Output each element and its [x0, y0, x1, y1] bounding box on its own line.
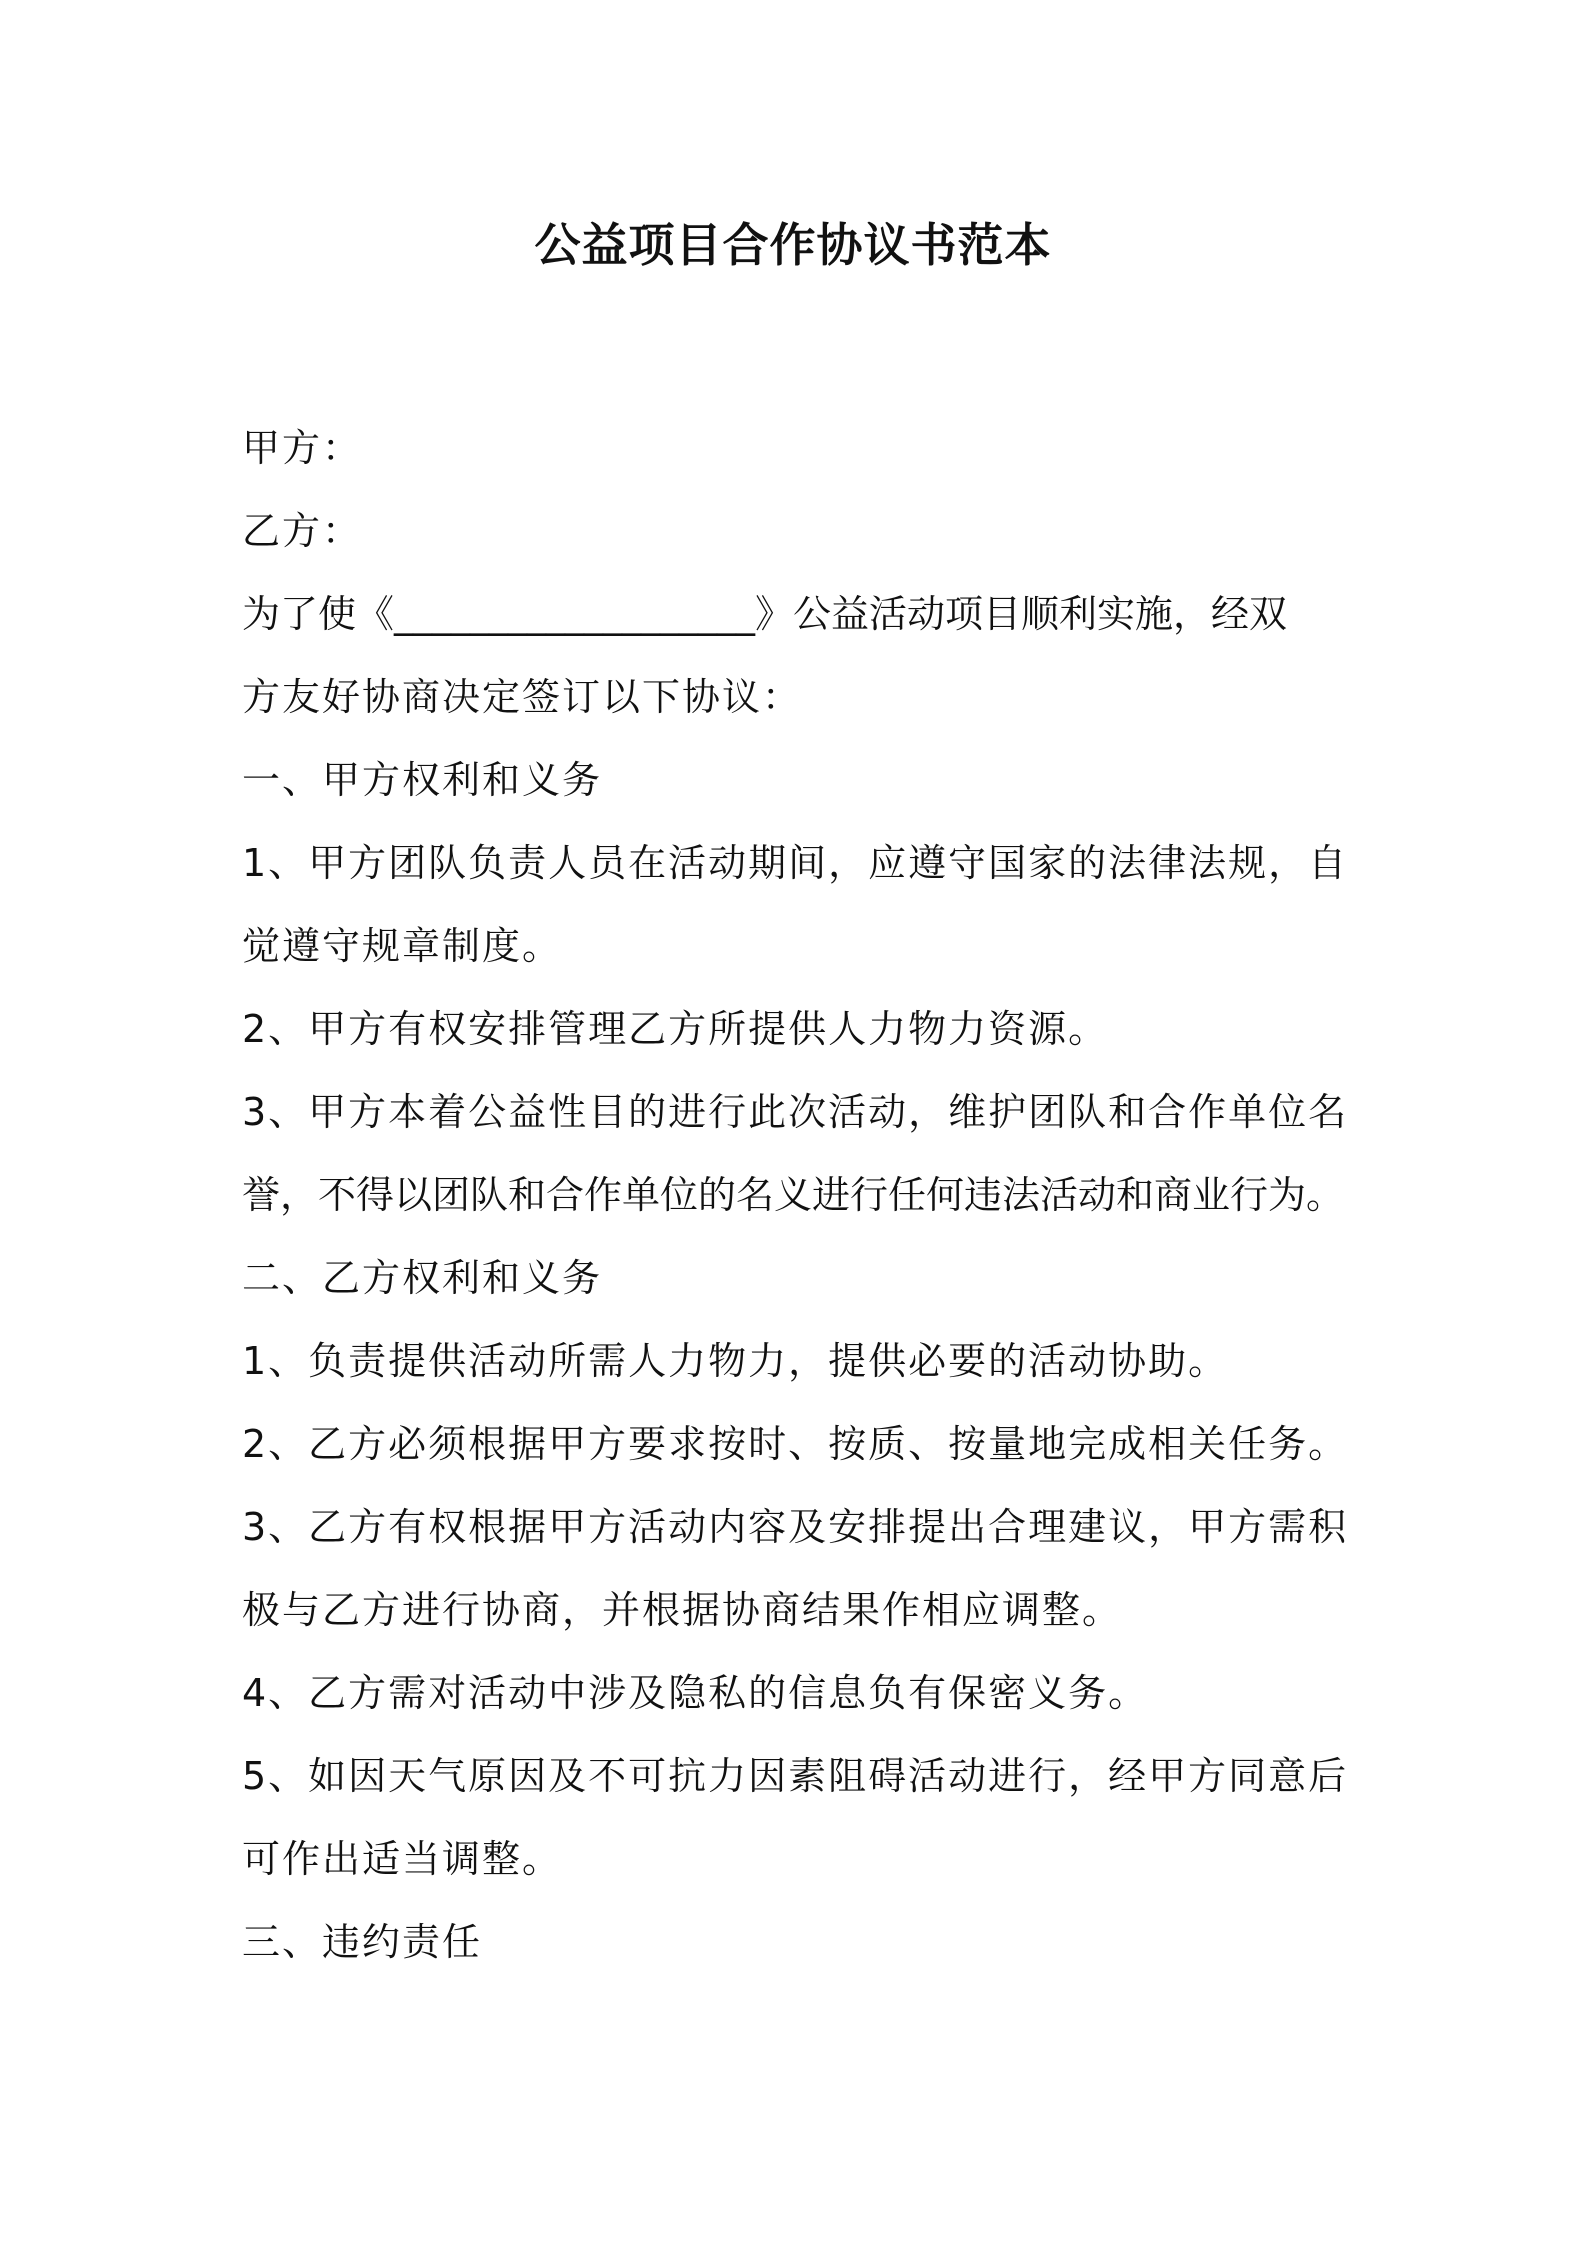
- preamble-line: 方友好协商决定签订以下协议：: [242, 675, 803, 719]
- party-b-label: 乙方：: [242, 509, 363, 553]
- clause-line: 2、甲方有权安排管理乙方所提供人力物力资源。: [242, 1007, 1109, 1051]
- clause-line: 4、乙方需对活动中涉及隐私的信息负有保密义务。: [242, 1671, 1149, 1715]
- party-a-label: 甲方：: [242, 426, 363, 470]
- clause-line: 1、负责提供活动所需人力物力，提供必要的活动协助。: [242, 1339, 1229, 1383]
- clause-line: 1、甲方团队负责人员在活动期间，应遵守国家的法律法规，自: [242, 841, 1349, 885]
- clause-line: 3、乙方有权根据甲方活动内容及安排提出合理建议，甲方需积: [242, 1505, 1349, 1549]
- document-body: [242, 407, 1382, 1984]
- document-title: 公益项目合作协议书范本: [534, 218, 1052, 272]
- clause-line: 2、乙方必须根据甲方要求按时、按质、按量地完成相关任务。: [242, 1422, 1349, 1466]
- clause-line: 5、如因天气原因及不可抗力因素阻碍活动进行，经甲方同意后: [242, 1754, 1349, 1798]
- section-heading: 三、违约责任: [242, 1920, 483, 1964]
- section-heading: 一、甲方权利和义务: [242, 758, 603, 802]
- preamble-line: 为了使《___________________》公益活动项目顺利实施，经双: [242, 592, 1288, 636]
- clause-line: 可作出适当调整。: [242, 1837, 563, 1881]
- clause-line: 誉，不得以团队和合作单位的名义进行任何违法活动和商业行为。: [242, 1173, 1345, 1217]
- clause-line: 觉遵守规章制度。: [242, 924, 563, 968]
- clause-line: 极与乙方进行协商，并根据协商结果作相应调整。: [242, 1588, 1123, 1632]
- section-heading: 二、乙方权利和义务: [242, 1256, 603, 1300]
- clause-line: 3、甲方本着公益性目的进行此次活动，维护团队和合作单位名: [242, 1090, 1349, 1134]
